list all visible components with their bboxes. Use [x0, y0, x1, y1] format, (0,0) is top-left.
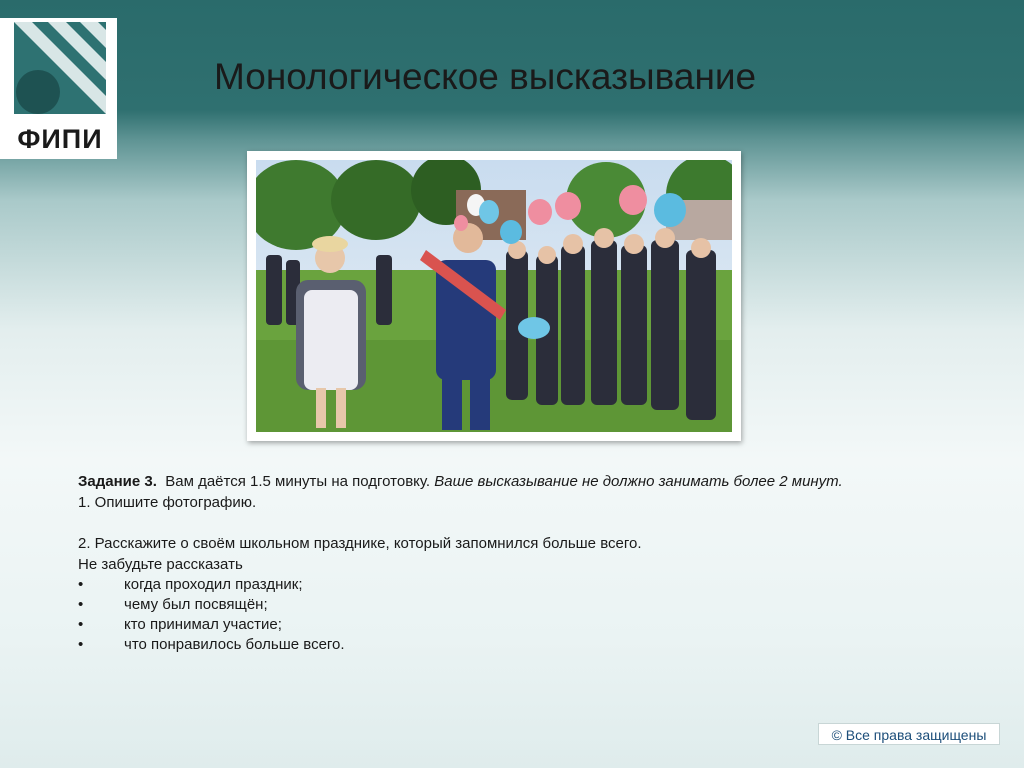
task-limit-text: Ваше высказывание не должно занимать более 2 минут.: [434, 473, 843, 490]
task-item-1: 1. Опишите фотографию.: [78, 494, 257, 511]
photo-image: [256, 160, 732, 432]
page-title: Монологическое высказывание: [214, 56, 757, 97]
task-header-line: [78, 471, 978, 492]
task-block: [78, 471, 978, 655]
list-item: • чему был посвящён;: [78, 596, 268, 613]
list-item: • когда проходил праздник;: [78, 576, 303, 593]
copyright-badge: © Все права защищены: [818, 723, 1000, 745]
logo-text: ФИПИ: [17, 124, 103, 154]
bullet-icon: •: [78, 596, 84, 613]
bullet-icon: •: [78, 636, 84, 653]
task-reminder: Не забудьте рассказать: [78, 556, 243, 573]
bullet-icon: •: [78, 576, 84, 593]
task-bullet-list: [78, 575, 978, 655]
photo-frame: [247, 151, 741, 441]
fipi-emblem-icon: [14, 22, 106, 118]
bullet-icon: •: [78, 616, 84, 633]
fipi-logo: [0, 18, 117, 159]
list-item: • кто принимал участие;: [78, 616, 282, 633]
task-item-2: 2. Расскажите о своём школьном празднике, который запомнился больше всего.: [78, 535, 642, 552]
task-prep-text: Вам даётся 1.5 минуты на подготовку.: [165, 473, 431, 490]
task-label: Задание 3.: [78, 473, 157, 490]
list-item: • что понравилось больше всего.: [78, 636, 345, 653]
